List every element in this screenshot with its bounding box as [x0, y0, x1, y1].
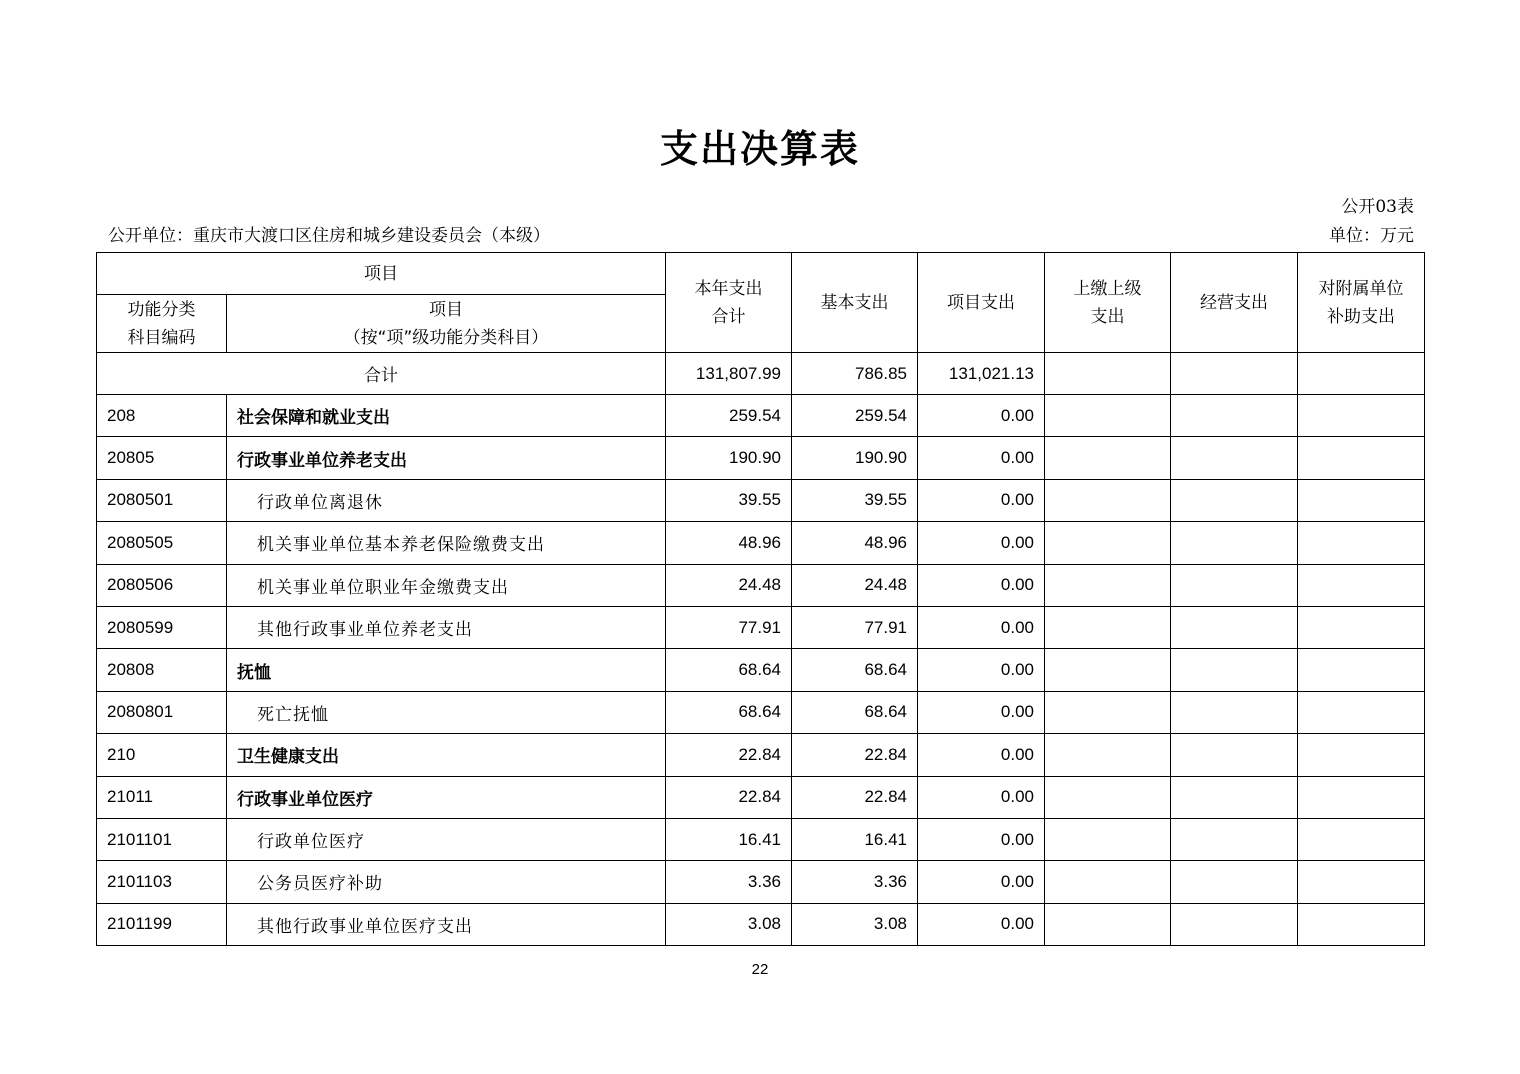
row-name: 机关事业单位职业年金缴费支出: [227, 564, 666, 606]
row-name: 抚恤: [227, 649, 666, 691]
row-subsidiary: [1298, 903, 1425, 945]
header-project: 项目: [97, 253, 666, 295]
row-subsidiary: [1298, 691, 1425, 733]
row-basic: 39.55: [792, 479, 918, 521]
total-basic: 786.85: [792, 353, 918, 395]
row-upper: [1045, 734, 1171, 776]
row-subsidiary: [1298, 734, 1425, 776]
row-upper: [1045, 818, 1171, 860]
row-project: 0.00: [918, 649, 1045, 691]
header-subsidiary: [1298, 253, 1425, 353]
row-name: 其他行政事业单位医疗支出: [227, 903, 666, 945]
row-name: 卫生健康支出: [227, 734, 666, 776]
row-code: 208: [97, 395, 227, 437]
row-upper: [1045, 649, 1171, 691]
row-total: 22.84: [666, 776, 792, 818]
row-subsidiary: [1298, 522, 1425, 564]
row-upper: [1045, 564, 1171, 606]
row-project: 0.00: [918, 691, 1045, 733]
row-total: 68.64: [666, 649, 792, 691]
row-total: 24.48: [666, 564, 792, 606]
total-business: [1171, 353, 1298, 395]
table-row: [97, 903, 1425, 945]
row-business: [1171, 437, 1298, 479]
row-subsidiary: [1298, 606, 1425, 648]
currency-unit: 单位：万元: [1329, 226, 1414, 246]
row-total: 68.64: [666, 691, 792, 733]
row-upper: [1045, 479, 1171, 521]
table-row: [97, 649, 1425, 691]
header-item: [227, 295, 666, 353]
row-upper: [1045, 395, 1171, 437]
header-basic: 基本支出: [792, 253, 918, 353]
total-label: 合计: [97, 353, 666, 395]
row-total: 48.96: [666, 522, 792, 564]
row-upper: [1045, 522, 1171, 564]
table-row: [97, 606, 1425, 648]
row-total: 22.84: [666, 734, 792, 776]
row-business: [1171, 776, 1298, 818]
row-subsidiary: [1298, 395, 1425, 437]
expenditure-table: [96, 252, 1425, 946]
header-subsidiary-line1: 对附属单位: [1318, 278, 1404, 299]
row-name: 行政单位医疗: [227, 818, 666, 860]
row-upper: [1045, 903, 1171, 945]
header-project-expense: 项目支出: [918, 253, 1045, 353]
total-row: [97, 353, 1425, 395]
row-project: 0.00: [918, 818, 1045, 860]
row-basic: 3.08: [792, 903, 918, 945]
header-upper-line2: 支出: [1090, 306, 1125, 327]
row-total: 190.90: [666, 437, 792, 479]
row-business: [1171, 522, 1298, 564]
header-subsidiary-line2: 补助支出: [1327, 306, 1395, 327]
row-subsidiary: [1298, 564, 1425, 606]
row-basic: 22.84: [792, 734, 918, 776]
row-code: 2101199: [97, 903, 227, 945]
row-upper: [1045, 691, 1171, 733]
row-code: 21011: [97, 776, 227, 818]
row-business: [1171, 606, 1298, 648]
row-business: [1171, 395, 1298, 437]
row-basic: 48.96: [792, 522, 918, 564]
row-code: 2080506: [97, 564, 227, 606]
total-subsidiary: [1298, 353, 1425, 395]
form-number: 公开03表: [1341, 197, 1414, 217]
row-total: 39.55: [666, 479, 792, 521]
row-project: 0.00: [918, 776, 1045, 818]
table-row: [97, 861, 1425, 903]
row-upper: [1045, 437, 1171, 479]
row-basic: 3.36: [792, 861, 918, 903]
row-subsidiary: [1298, 437, 1425, 479]
table-row: [97, 734, 1425, 776]
row-basic: 68.64: [792, 649, 918, 691]
row-code: 2080801: [97, 691, 227, 733]
row-code: 2101101: [97, 818, 227, 860]
row-basic: 77.91: [792, 606, 918, 648]
row-total: 259.54: [666, 395, 792, 437]
row-subsidiary: [1298, 818, 1425, 860]
row-code: 2080599: [97, 606, 227, 648]
header-total-line1: 本年支出: [694, 278, 763, 299]
row-subsidiary: [1298, 479, 1425, 521]
row-subsidiary: [1298, 776, 1425, 818]
row-total: 77.91: [666, 606, 792, 648]
table-row: [97, 437, 1425, 479]
row-upper: [1045, 776, 1171, 818]
table-row: [97, 818, 1425, 860]
row-code: 2080505: [97, 522, 227, 564]
row-code: 2080501: [97, 479, 227, 521]
row-name: 行政单位离退休: [227, 479, 666, 521]
row-name: 行政事业单位养老支出: [227, 437, 666, 479]
row-subsidiary: [1298, 649, 1425, 691]
reporting-unit: 公开单位：重庆市大渡口区住房和城乡建设委员会（本级）: [108, 226, 550, 246]
total-sum: 131,807.99: [666, 353, 792, 395]
total-upper: [1045, 353, 1171, 395]
row-project: 0.00: [918, 564, 1045, 606]
page-title: 支出决算表: [659, 127, 860, 171]
row-name: 机关事业单位基本养老保险缴费支出: [227, 522, 666, 564]
row-total: 3.08: [666, 903, 792, 945]
row-project: 0.00: [918, 479, 1045, 521]
header-func-code-line2: 科目编码: [127, 327, 196, 348]
row-business: [1171, 734, 1298, 776]
row-basic: 16.41: [792, 818, 918, 860]
row-business: [1171, 649, 1298, 691]
row-project: 0.00: [918, 861, 1045, 903]
page-number: 22: [751, 961, 769, 978]
header-business: 经营支出: [1171, 253, 1298, 353]
header-item-line2: （按“项”级功能分类科目）: [343, 327, 549, 348]
row-business: [1171, 818, 1298, 860]
header-func-code: [97, 295, 227, 353]
row-basic: 259.54: [792, 395, 918, 437]
row-name: 公务员医疗补助: [227, 861, 666, 903]
row-code: 20808: [97, 649, 227, 691]
row-project: 0.00: [918, 522, 1045, 564]
row-business: [1171, 903, 1298, 945]
row-code: 210: [97, 734, 227, 776]
row-name: 行政事业单位医疗: [227, 776, 666, 818]
row-total: 3.36: [666, 861, 792, 903]
header-upper: [1045, 253, 1171, 353]
row-project: 0.00: [918, 437, 1045, 479]
row-business: [1171, 564, 1298, 606]
header-row-1: [97, 253, 1425, 295]
total-project: 131,021.13: [918, 353, 1045, 395]
row-project: 0.00: [918, 903, 1045, 945]
table-row: [97, 564, 1425, 606]
table-row: [97, 691, 1425, 733]
row-code: 20805: [97, 437, 227, 479]
table-row: [97, 522, 1425, 564]
row-project: 0.00: [918, 606, 1045, 648]
row-code: 2101103: [97, 861, 227, 903]
row-business: [1171, 861, 1298, 903]
table-row: [97, 776, 1425, 818]
row-name: 其他行政事业单位养老支出: [227, 606, 666, 648]
row-basic: 190.90: [792, 437, 918, 479]
row-total: 16.41: [666, 818, 792, 860]
row-project: 0.00: [918, 395, 1045, 437]
table-body: [97, 253, 1425, 946]
table-row: [97, 395, 1425, 437]
row-name: 社会保障和就业支出: [227, 395, 666, 437]
row-upper: [1045, 606, 1171, 648]
row-name: 死亡抚恤: [227, 691, 666, 733]
header-total: [666, 253, 792, 353]
row-business: [1171, 691, 1298, 733]
table-row: [97, 479, 1425, 521]
row-subsidiary: [1298, 861, 1425, 903]
row-basic: 68.64: [792, 691, 918, 733]
header-item-line1: 项目: [429, 299, 463, 320]
row-project: 0.00: [918, 734, 1045, 776]
row-basic: 22.84: [792, 776, 918, 818]
row-basic: 24.48: [792, 564, 918, 606]
row-upper: [1045, 861, 1171, 903]
row-business: [1171, 479, 1298, 521]
header-func-code-line1: 功能分类: [127, 299, 196, 320]
header-upper-line1: 上缴上级: [1073, 278, 1142, 299]
header-total-line2: 合计: [711, 306, 746, 327]
